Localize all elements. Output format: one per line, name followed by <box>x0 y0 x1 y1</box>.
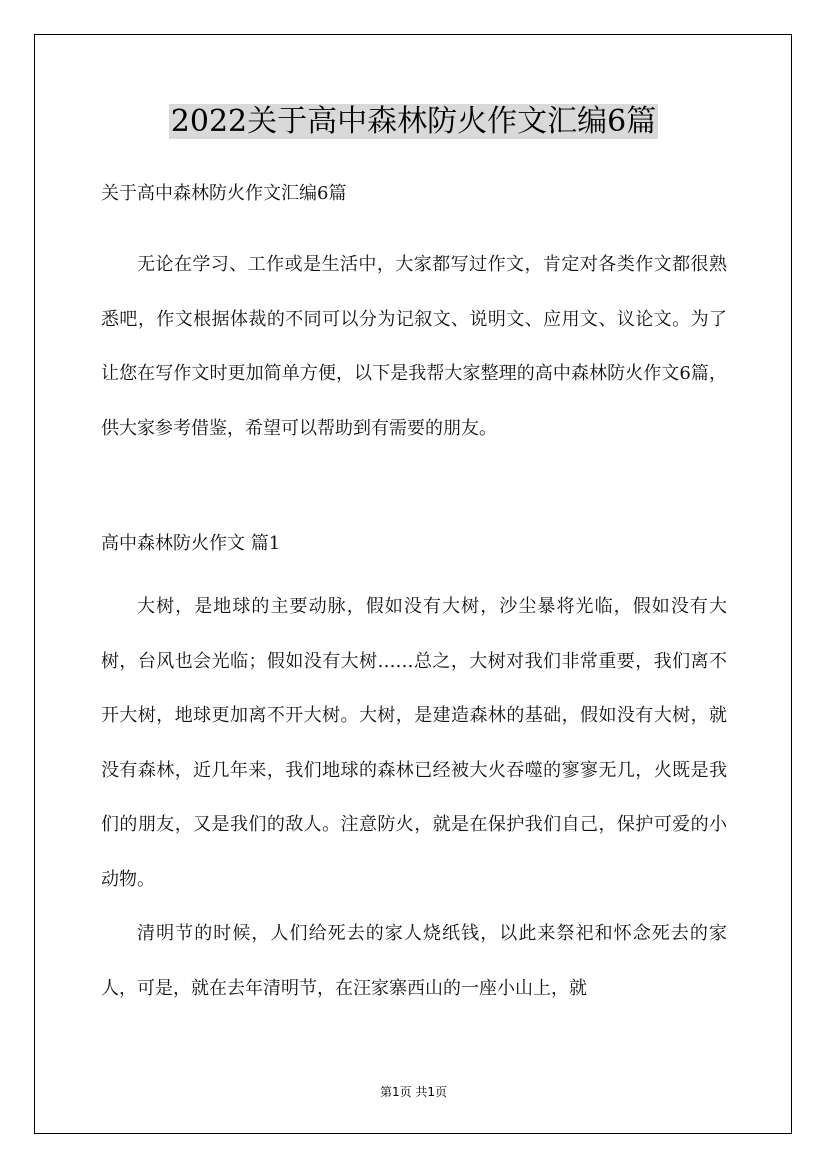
body-paragraph-2: 清明节的时候，人们给死去的家人烧纸钱，以此来祭祀和怀念死去的家人，可是，就在去年清明节，在汪家寨西山的一座小山上，就 <box>101 923 727 999</box>
section-heading: 高中森林防火作文 篇1 <box>101 533 281 554</box>
document-title <box>0 100 827 144</box>
document-title-text: 2022关于高中森林防火作文汇编6篇 <box>170 104 657 139</box>
document-subtitle: 关于高中森林防火作文汇编6篇 <box>101 183 347 204</box>
body-paragraph-1: 大树，是地球的主要动脉，假如没有大树，沙尘暴将光临，假如没有大树，台风也会光临；假如没有大树……总之，大树对我们非常重要，我们离不开大树，地球更加离不开大树。大树，是建造森林的基础，假如没有大树，就没有森林，近几年来，我们地球的森林已经被大火吞噬的寥寥无几，火既是我们的朋友，又是我们的敌人。注意防火，就是在保护我们自己，保护可爱的小动物。 <box>101 596 727 890</box>
intro-paragraph: 无论在学习、工作或是生活中，大家都写过作文，肯定对各类作文都很熟悉吧，作文根据体裁的不同可以分为记叙文、说明文、应用文、议论文。为了让您在写作文时更加简单方便，以下是我帮大家整理的高中森林防火作文6篇，供大家参考借鉴，希望可以帮助到有需要的朋友。 <box>101 254 727 439</box>
document-body <box>101 176 727 1016</box>
page-number-footer: 第1页 共1页 <box>379 1085 448 1099</box>
